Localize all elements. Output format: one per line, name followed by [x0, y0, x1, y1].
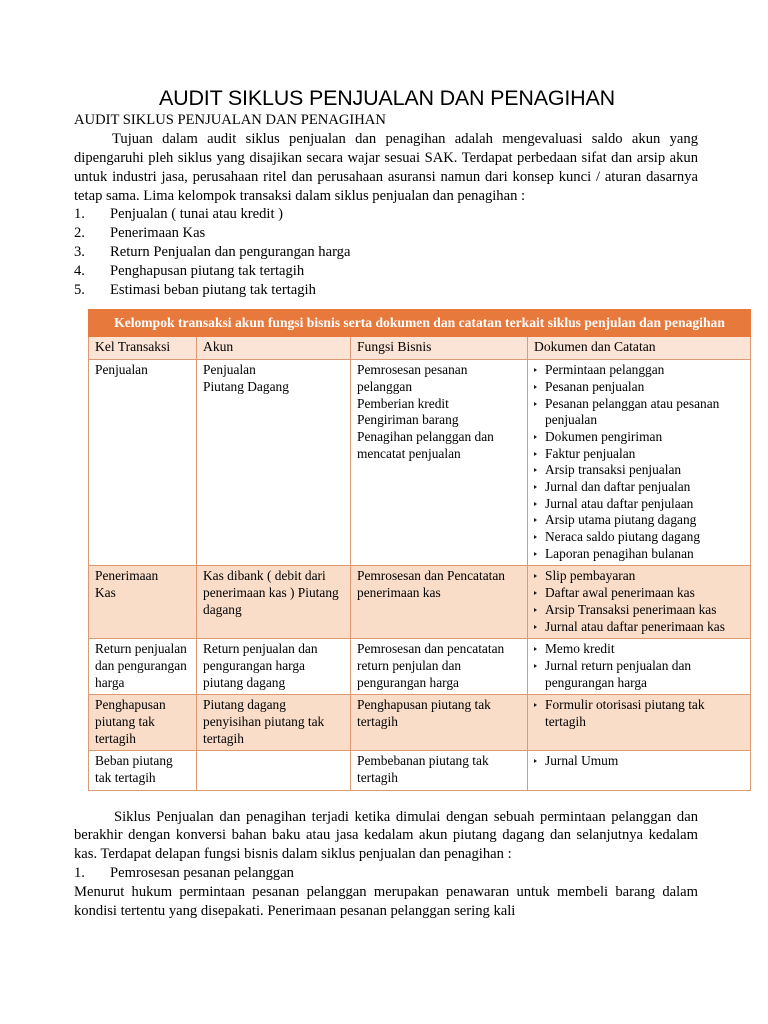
table-row	[89, 360, 751, 566]
table-row	[89, 695, 751, 751]
cell-dokumen-catatan	[528, 566, 751, 639]
list-item	[68, 205, 698, 224]
transaction-groups-list	[68, 205, 698, 300]
cell-line: Pengiriman barang	[357, 412, 459, 428]
cell-akun	[197, 751, 351, 790]
bullet-item: Arsip transaksi penjualan	[534, 462, 745, 479]
bullet-item: Daftar awal penerimaan kas	[534, 585, 745, 602]
document-bullet-list	[534, 697, 745, 730]
table-banner-row	[89, 310, 751, 337]
cell-fungsi-bisnis: Pembebanan piutang tak tertagih	[351, 751, 528, 790]
document-bullet-list	[534, 568, 745, 635]
bullet-item: Dokumen pengiriman	[534, 429, 745, 446]
transaction-matrix-table	[88, 309, 751, 791]
cell-fungsi-bisnis: Pemrosesan dan Pencatatan penerimaan kas	[351, 566, 528, 639]
cell-kel-transaksi: Return penjualan dan pengurangan harga	[89, 639, 197, 695]
bullet-item: Jurnal atau daftar penerimaan kas	[534, 619, 745, 636]
list-item-number: 4.	[74, 263, 85, 280]
bullet-item: Arsip utama piutang dagang	[534, 512, 745, 529]
cell-line: Kas	[95, 585, 116, 601]
list-item-label: Return Penjualan dan pengurangan harga	[110, 244, 351, 261]
list-item	[68, 281, 698, 300]
list-item-number: 3.	[74, 244, 85, 261]
cell-line: Penjualan	[95, 362, 148, 378]
cell-akun	[197, 360, 351, 566]
table-row	[89, 751, 751, 790]
cell-kel-transaksi	[89, 360, 197, 566]
list-item-number: 1.	[74, 864, 85, 881]
list-item	[68, 224, 698, 243]
list-item-label: Estimasi beban piutang tak tertagih	[110, 282, 316, 299]
bullet-item: Neraca saldo piutang dagang	[534, 529, 745, 546]
list-item-number: 2.	[74, 225, 85, 242]
transaction-matrix-wrapper	[68, 309, 725, 791]
cell-dokumen-catatan	[528, 639, 751, 695]
table-header-row	[89, 337, 751, 360]
cell-kel-transaksi: Beban piutang tak tertagih	[89, 751, 197, 790]
list-item-label: Penerimaan Kas	[110, 225, 206, 242]
bullet-item: Laporan penagihan bulanan	[534, 546, 745, 563]
table-banner-title: Kelompok transaksi akun fungsi bisnis serta dokumen dan catatan terkait siklus penjulan dan penagihan	[89, 310, 751, 337]
list-item-number: 1.	[74, 206, 85, 223]
document-subtitle: AUDIT SIKLUS PENJUALAN DAN PENAGIHAN	[74, 112, 386, 129]
document-bullet-list	[534, 753, 745, 770]
list-item-label: Penghapusan piutang tak tertagih	[110, 263, 305, 280]
bullet-item: Pesanan pelanggan atau pesanan penjualan	[534, 396, 745, 429]
cell-fungsi-bisnis	[351, 360, 528, 566]
cell-dokumen-catatan	[528, 360, 751, 566]
bullet-item: Memo kredit	[534, 641, 745, 658]
bullet-item: Permintaan pelanggan	[534, 362, 745, 379]
cell-line: Penagihan pelanggan dan mencatat penjualan	[357, 428, 494, 461]
list-item	[68, 262, 698, 281]
closing-paragraph: Siklus Penjualan dan penagihan terjadi ketika dimulai dengan sebuah permintaan pelanggan dan berakhir dengan konversi bahan baku atau jasa kedalam akun piutang dagang dan selanjutnya kedalam kas. Terdapat delapan fungsi bisnis dalam siklus penjualan dan penagihan :	[74, 808, 698, 863]
intro-paragraph: Tujuan dalam audit siklus penjualan dan penagihan adalah mengevaluasi saldo akun yang dipengaruhi pleh siklus yang disajikan secara wajar sesuai SAK. Terdapat perbedaan sifat dan arsip akun untuk industri jasa, perusahaan ritel dan perusahaan asuransi namun dari konsep kunci / aturan dasarnya tetap sama. Lima kelompok transaksi dalam siklus penjualan dan penagihan :	[74, 131, 698, 204]
document-bullet-list	[534, 641, 745, 691]
bullet-item: Jurnal dan daftar penjualan	[534, 479, 745, 496]
bullet-item: Jurnal Umum	[534, 753, 745, 770]
page-title: AUDIT SIKLUS PENJUALAN DAN PENAGIHAN	[159, 86, 615, 110]
column-header-dokumen-catatan: Dokumen dan Catatan	[528, 337, 751, 360]
cell-line: Pemrosesan pesanan pelanggan	[357, 362, 468, 394]
cell-line: Penerimaan	[95, 568, 159, 584]
table-row	[89, 639, 751, 695]
cell-line: Penjualan	[203, 362, 256, 378]
bullet-item: Pesanan penjualan	[534, 379, 745, 396]
cell-line: Pemberian kredit	[357, 395, 449, 411]
cell-akun: Kas dibank ( debit dari penerimaan kas ) Piutang dagang	[197, 566, 351, 639]
list-item	[68, 864, 698, 883]
cell-akun: Return penjualan dan pengurangan harga piutang dagang	[197, 639, 351, 695]
bullet-item: Jurnal atau daftar penjulaan	[534, 496, 745, 513]
table-row	[89, 566, 751, 639]
cell-fungsi-bisnis: Penghapusan piutang tak tertagih	[351, 695, 528, 751]
list-item-number: 5.	[74, 282, 85, 299]
cell-line: Piutang Dagang	[203, 378, 289, 394]
list-item-label: Pemrosesan pesanan pelanggan	[110, 864, 294, 881]
closing-body-text: Menurut hukum permintaan pesanan pelanggan merupakan penawaran untuk membeli barang dalam kondisi tertentu yang disepakati. Penerimaan pesanan pelanggan sering kali	[74, 883, 698, 919]
document-bullet-list	[534, 362, 745, 562]
list-item	[68, 243, 698, 262]
cell-dokumen-catatan	[528, 751, 751, 790]
bullet-item: Jurnal return penjualan dan pengurangan harga	[534, 658, 745, 691]
bullet-item: Formulir otorisasi piutang tak tertagih	[534, 697, 745, 730]
column-header-akun: Akun	[197, 337, 351, 360]
column-header-kel-transaksi: Kel Transaksi	[89, 337, 197, 360]
bullet-item: Slip pembayaran	[534, 568, 745, 585]
cell-fungsi-bisnis: Pemrosesan dan pencatatan return penjulan dan pengurangan harga	[351, 639, 528, 695]
list-item-label: Penjualan ( tunai atau kredit )	[110, 206, 284, 223]
bullet-item: Faktur penjualan	[534, 446, 745, 463]
column-header-fungsi-bisnis: Fungsi Bisnis	[351, 337, 528, 360]
business-functions-list	[68, 864, 698, 883]
bullet-item: Arsip Transaksi penerimaan kas	[534, 602, 745, 619]
closing-section	[68, 808, 698, 921]
cell-dokumen-catatan	[528, 695, 751, 751]
cell-akun: Piutang dagang penyisihan piutang tak tertagih	[197, 695, 351, 751]
cell-kel-transaksi: Penghapusan piutang tak tertagih	[89, 695, 197, 751]
cell-kel-transaksi	[89, 566, 197, 639]
